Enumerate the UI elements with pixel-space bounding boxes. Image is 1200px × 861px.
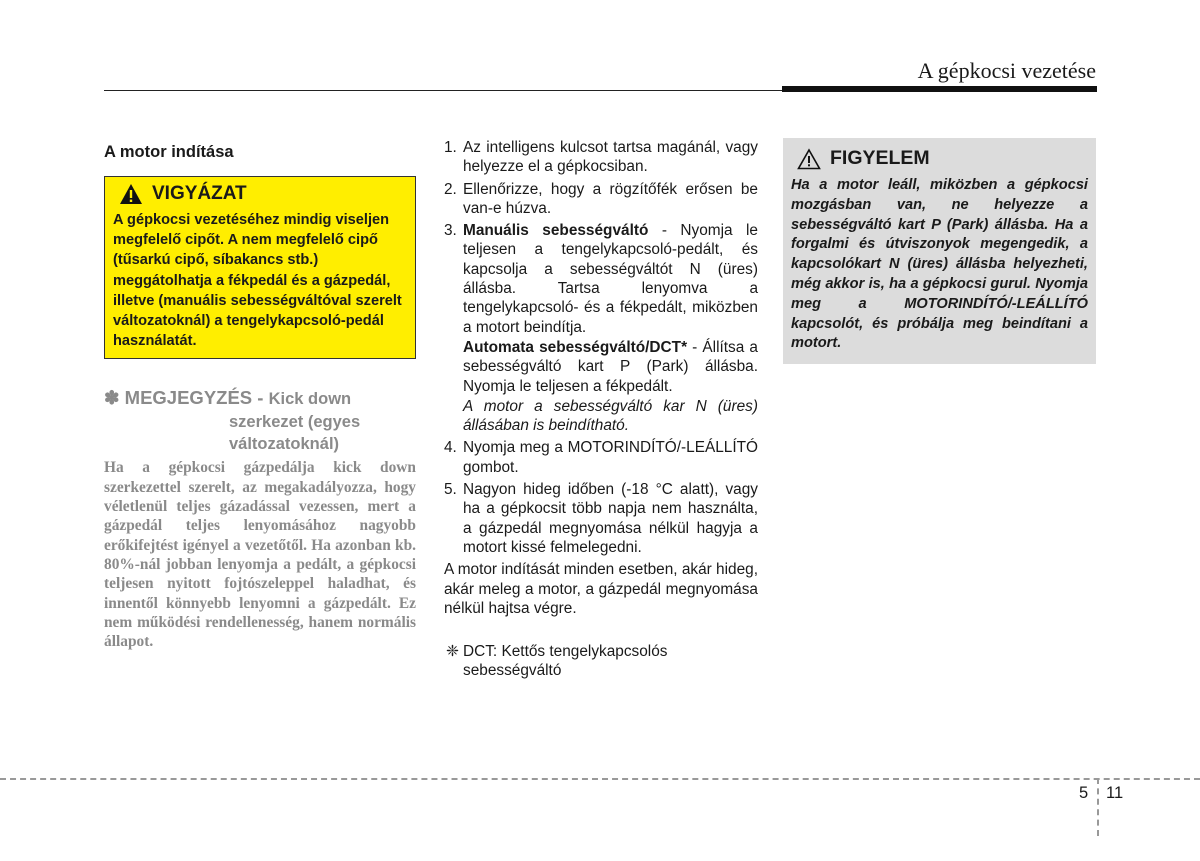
caution-text: A gépkocsi vezetéséhez mindig viseljen megfelelő cipőt. A nem megfelelő cipő (tűsarkú cipő, síbakancs stb.) meggátolhatja a fékpedál és a gázpedál, illetve (manuális sebességváltóval szerelt változatoknál) a tengelykapcsoló-pedál használatát. — [113, 212, 402, 350]
manual-transmission-label: Manuális sebességváltó — [463, 222, 649, 240]
header-rule-thick — [782, 86, 1097, 92]
note-title-rest-1: szerkezet (egyes — [229, 413, 361, 432]
automatic-transmission-note: A motor a sebességváltó kar N (üres) állásában is beindítható. — [463, 397, 758, 435]
step-number: 4. — [444, 439, 457, 457]
caution-box — [104, 176, 416, 359]
manual-transmission-paragraph — [463, 221, 758, 337]
automatic-transmission-label: Automata sebességváltó/DCT* — [463, 338, 688, 356]
step-item — [444, 480, 758, 557]
automatic-transmission-text: - Állítsa a sebességváltó kart P (Park) állásba. Nyomja le teljesen a fékpedált. — [463, 338, 758, 395]
footer-dashed-line — [0, 778, 1200, 780]
middle-column — [444, 138, 758, 681]
warning-text: Ha a motor leáll, miközben a gépkocsi mozgásban van, ne helyezze a sebességváltó kart P (Park) állásba. Ha a forgalmi és útviszonyok megengedik, a kapcsolókart N (üres) állásba helyezheti, még akkor is, ha a gépkocsi gurul. Nyomja meg a MOTORINDÍTÓ/-LEÁLLÍTÓ kapcsolót, és próbálja meg beindítani a motort. — [791, 177, 1088, 352]
note-text: Ha a gépkocsi gázpedálja kick down szerkezettel szerelt, az megakadályozza, hogy véletlenül teljes gázadással vezessen, mert a gázpedál teljes lenyomásához nagyobb erőkifejtést igényel a vezetőtől. Ha azonban kb. 80%-nál jobban lenyomja a pedált, a gépkocsi teljesen nyitott fojtószeleppel haladhat, és innentől könnyebb lenyomni a gázpedált. Ez nem működési rendellenesség, hanem normális állapot. — [104, 459, 416, 651]
header-rule — [104, 90, 784, 91]
footnote — [444, 642, 758, 681]
note-title-rest-2: változatoknál) — [229, 435, 340, 454]
step-text: Ellenőrizze, hogy a rögzítőfék erősen be van-e húzva. — [463, 180, 758, 217]
step-text: Nyomja meg a MOTORINDÍTÓ/-LEÁLLÍTÓ gombot. — [463, 439, 758, 476]
step-body — [463, 221, 758, 435]
warning-title-row — [797, 147, 1088, 170]
warning-box — [783, 138, 1096, 364]
closing-paragraph: A motor indítását minden esetben, akár hideg, akár meleg a motor, a gázpedál megnyomása nélkül hajtsa végre. — [444, 561, 758, 617]
manual-transmission-text: - Nyomja le teljesen a tengelykapcsoló-pedált, és kapcsolja a sebességváltót N (üres) állásba. Tartsa lenyomva a tengelykapcsoló- és a fékpedált, miközben a motort beindítja. — [463, 222, 758, 336]
step-text: Nagyon hideg időben (-18 °C alatt), vagy ha a gépkocsit több napja nem használta, a gázpedál megnyomása nélkül hagyja a motort kissé felmelegedni. — [463, 481, 758, 556]
step-item — [444, 180, 758, 219]
step-item — [444, 138, 758, 177]
left-column — [104, 140, 416, 651]
caution-title: VIGYÁZAT — [152, 183, 247, 204]
note-block — [104, 386, 416, 651]
step-number: 5. — [444, 481, 457, 499]
footnote-mark-icon: ❈ — [446, 643, 459, 661]
footer-vertical-dashed-line — [1097, 778, 1099, 836]
steps-list — [444, 138, 758, 557]
right-column — [783, 138, 1096, 364]
section-number: 5 — [1079, 784, 1089, 802]
note-star-icon: ✽ — [104, 387, 120, 409]
note-heading — [104, 386, 416, 411]
step-text: Az intelligens kulcsot tartsa magánál, vagy helyezze el a gépkocsiban. — [463, 139, 758, 176]
caution-title-row — [119, 183, 407, 205]
note-dash: - — [252, 387, 269, 409]
step-item — [444, 438, 758, 477]
step-number: 3. — [444, 222, 457, 240]
step-number: 1. — [444, 139, 457, 156]
warning-triangle-icon — [797, 148, 821, 170]
warning-title: FIGYELEM — [830, 147, 930, 169]
step-item — [444, 221, 758, 435]
page-header-title: A gépkocsi vezetése — [917, 58, 1096, 83]
section-heading: A motor indítása — [104, 143, 234, 161]
automatic-transmission-paragraph — [463, 338, 758, 396]
page-number: 11 — [1106, 784, 1124, 802]
step-number: 2. — [444, 180, 457, 198]
warning-triangle-icon — [119, 183, 143, 205]
note-title-start: Kick down — [268, 390, 352, 409]
note-label: MEGJEGYZÉS — [124, 387, 253, 409]
footnote-text: DCT: Kettős tengelykapcsolós sebességváltó — [463, 643, 668, 680]
